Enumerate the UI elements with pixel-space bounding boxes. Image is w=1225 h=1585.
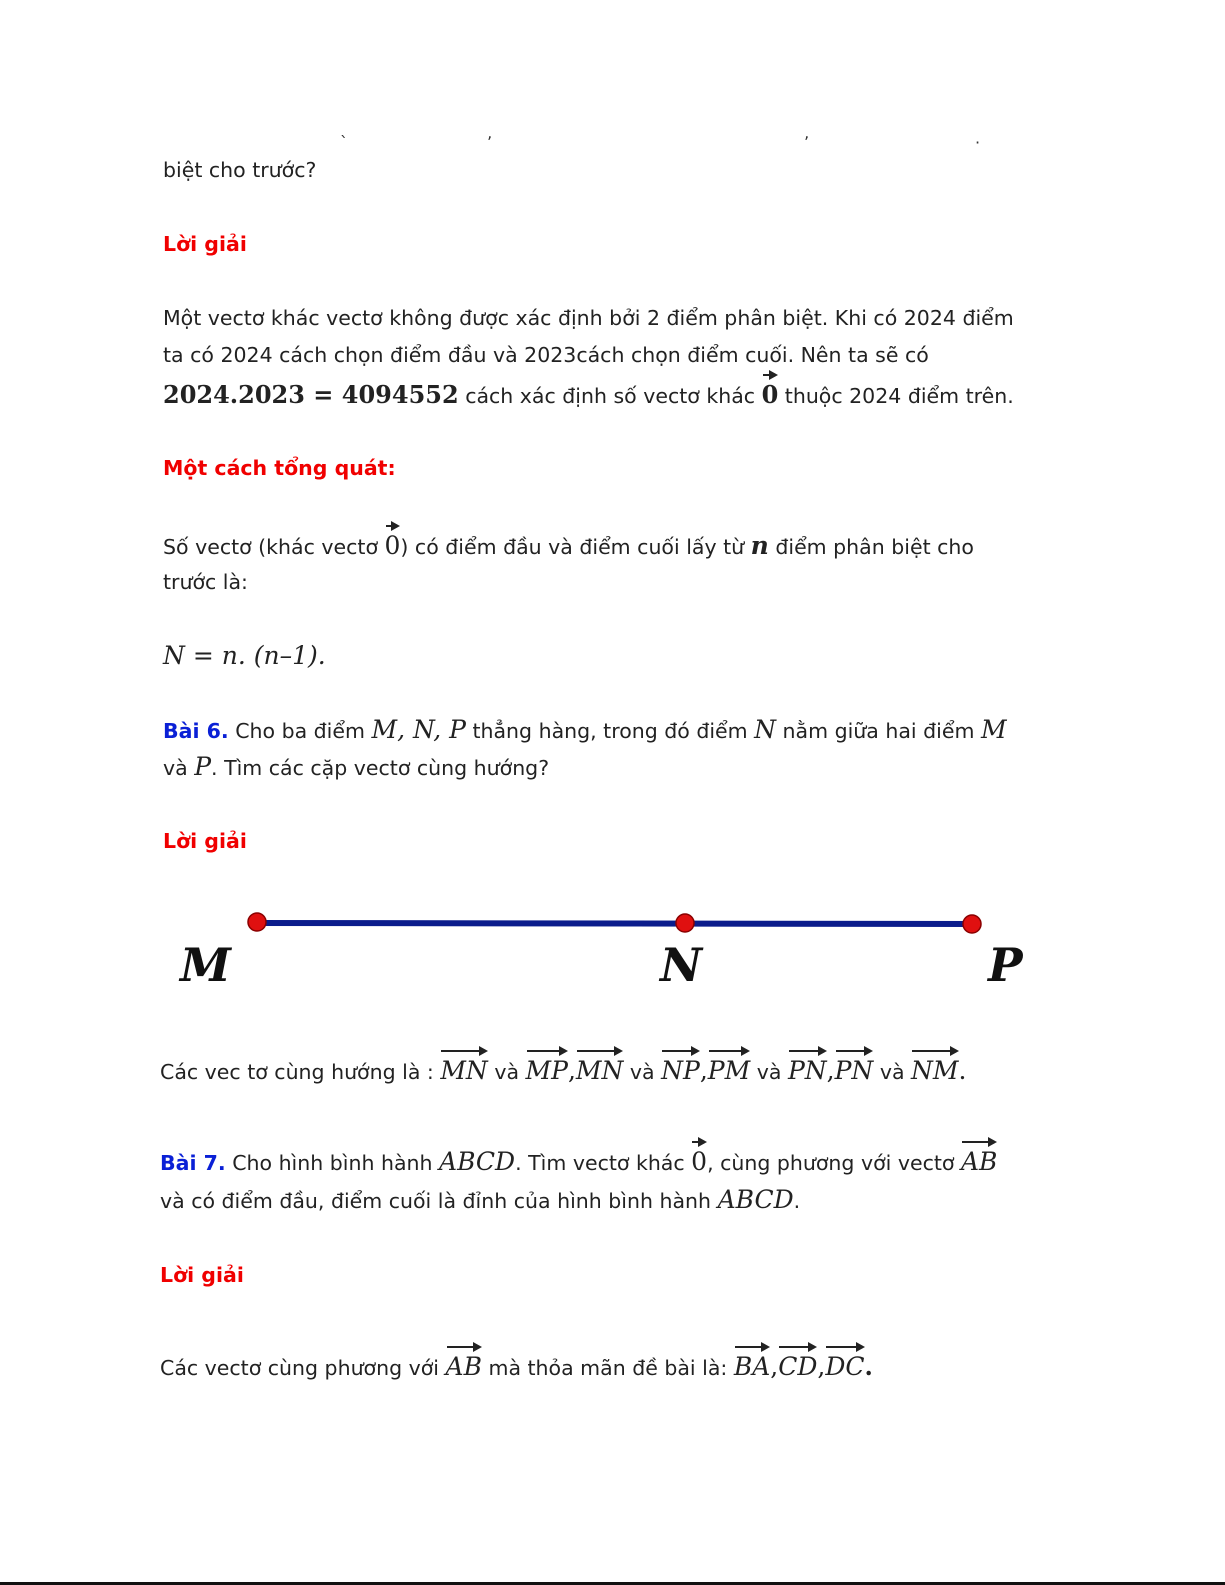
solution-heading: Lời giải (163, 232, 247, 256)
text: và (623, 1060, 662, 1084)
formula: N = n. (n–1). (163, 641, 326, 670)
point-p (963, 915, 981, 933)
vector: NM (911, 1052, 958, 1089)
equation: 2024.2023 = 4094552 (163, 380, 459, 409)
math: N (754, 715, 777, 744)
solution-heading: Lời giải (160, 1263, 244, 1287)
text: ) có điểm đầu và điểm cuối lấy từ (400, 535, 751, 559)
point-n (676, 914, 694, 932)
text: Các vec tơ cùng hướng là : (160, 1060, 441, 1084)
text: Các vectơ cùng phương với (160, 1356, 446, 1380)
vector: MN (440, 1052, 487, 1089)
clipped-text-mark: · (975, 133, 981, 152)
text: cách xác định số vectơ khác (458, 384, 762, 408)
vector: PN (788, 1052, 827, 1089)
label-m: M (180, 938, 231, 992)
problem-6-line (163, 748, 549, 787)
vector: MP (526, 1052, 568, 1089)
problem-7-line (160, 1143, 997, 1182)
vector: CD (778, 1348, 817, 1385)
clipped-text-mark: ʼ (487, 133, 493, 152)
vector: DC (825, 1348, 864, 1385)
label-n: N (660, 938, 703, 992)
zero-vector: 0 (762, 376, 779, 413)
text: . (793, 1189, 801, 1213)
answer-7-line: Các vectơ cùng phương với AB mà thỏa mãn đề bài là: BA,CD,DC. (160, 1348, 873, 1387)
solution-line: ta có 2024 cách chọn điểm đầu và 2023cách chọn điểm cuối. Nên ta sẽ có (163, 343, 929, 367)
math: M, N, P (371, 715, 466, 744)
text: và có điểm đầu, điểm cuối là đỉnh của hình bình hành (160, 1189, 718, 1213)
text: Cho ba điểm (228, 719, 372, 743)
vector: NP (661, 1052, 700, 1089)
vector: PN (835, 1052, 874, 1089)
math: ABCD (717, 1185, 794, 1214)
collinear-points-figure (160, 895, 1060, 1000)
text: , cùng phương với vectơ (707, 1151, 961, 1175)
solution-line (163, 376, 1014, 415)
text: thuộc 2024 điểm trên. (778, 384, 1014, 408)
clipped-text-mark: ` (340, 133, 348, 152)
zero-vector: 0 (691, 1143, 707, 1180)
label-p: P (988, 938, 1023, 992)
text: và (873, 1060, 912, 1084)
text: . Tìm các cặp vectơ cùng hướng? (211, 756, 550, 780)
vector: PM (708, 1052, 750, 1089)
problem-7-label: Bài 7. (160, 1151, 226, 1175)
problem-7-line (160, 1181, 800, 1220)
answer-6-line: Các vec tơ cùng hướng là : MN và MP,MN và NP,PM và PN,PN và NM. (160, 1052, 966, 1091)
text: điểm phân biệt cho (768, 535, 974, 559)
math: M (980, 715, 1007, 744)
text: và (750, 1060, 788, 1084)
point-m (248, 913, 266, 931)
solution-heading: Lời giải (163, 829, 247, 853)
vector: AB (446, 1348, 482, 1385)
text: Cho hình bình hành (225, 1151, 440, 1175)
vector: AB (961, 1143, 997, 1180)
text: và (487, 1060, 526, 1084)
vector: MN (576, 1052, 623, 1089)
general-line (163, 527, 974, 566)
zero-vector: 0 (385, 527, 401, 564)
solution-line: Một vectơ khác vectơ không được xác định bởi 2 điểm phân biệt. Khi có 2024 điểm (163, 306, 1014, 330)
math-n: n (750, 531, 769, 560)
text: nằm giữa hai điểm (776, 719, 981, 743)
text: và (163, 756, 195, 780)
general-heading: Một cách tổng quát: (163, 456, 396, 480)
problem-6-label: Bài 6. (163, 719, 229, 743)
text: thẳng hàng, trong đó điểm (465, 719, 755, 743)
problem-6-line (163, 711, 1007, 750)
vector: BA (734, 1348, 770, 1385)
text: . Tìm vectơ khác (515, 1151, 692, 1175)
text: Số vectơ (khác vectơ (163, 535, 385, 559)
math: P (194, 752, 212, 781)
general-line: trước là: (163, 570, 248, 594)
clipped-text-mark: ʼ (804, 133, 810, 152)
intro-line: biệt cho trước? (163, 158, 317, 182)
math: ABCD (439, 1147, 516, 1176)
text: mà thỏa mãn đề bài là: (481, 1356, 734, 1380)
segment-line (257, 923, 972, 924)
